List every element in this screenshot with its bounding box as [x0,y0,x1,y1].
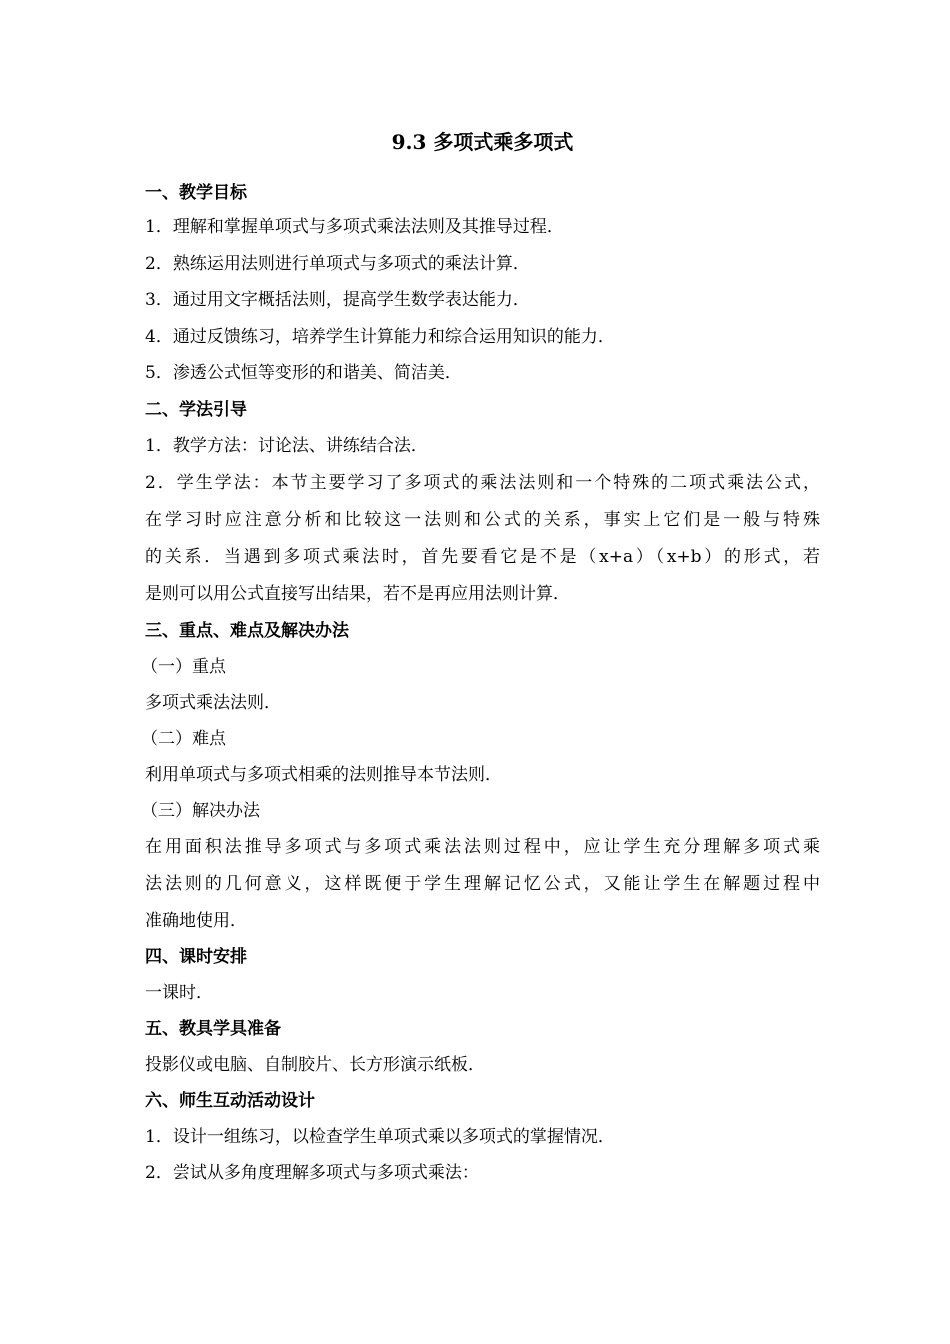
solution-line: 在用面积法推导多项式与多项式乘法法则过程中，应让学生充分理解多项式乘 [145,837,820,857]
difficulty-text: 利用单项式与多项式相乘的法则推导本节法则． [145,765,502,785]
section-heading-key-points: 三、重点、难点及解决办法 [145,621,349,641]
goal-item: 3．通过用文字概括法则，提高学生数学表达能力． [145,290,530,310]
goal-item: 1．理解和掌握单项式与多项式乘法法则及其推导过程． [145,217,564,237]
study-guide-paragraph-line: 2．学生学法：本节主要学习了多项式的乘法法则和一个特殊的二项式乘法公式， [145,473,820,493]
section-heading-schedule: 四、课时安排 [145,947,247,967]
subheading-difficulty: （二）难点 [141,729,226,749]
solution-line: 法法则的几何意义，这样既便于学生理解记忆公式，又能让学生在解题过程中 [145,874,820,894]
key-point-text: 多项式乘法法则． [145,693,281,713]
section-heading-activities: 六、师生互动活动设计 [145,1091,315,1111]
subheading-solution: （三）解决办法 [141,801,260,821]
document-title: 9.3 多项式乘多项式 [391,130,574,154]
subheading-key-point: （一）重点 [141,657,226,677]
activity-item: 2．尝试从多角度理解多项式与多项式乘法： [145,1163,479,1183]
section-heading-study-guide: 二、学法引导 [145,400,247,420]
study-guide-paragraph-line: 的关系．当遇到多项式乘法时，首先要看它是不是（x+a）（x+b）的形式，若 [145,547,820,567]
solution-line: 准确地使用． [145,911,247,931]
study-guide-item: 1．教学方法：讨论法、讲练结合法． [145,436,428,456]
goal-item: 4．通过反馈练习，培养学生计算能力和综合运用知识的能力． [145,327,615,347]
study-guide-paragraph-line: 是则可以用公式直接写出结果，若不是再应用法则计算． [145,584,570,604]
section-heading-teaching-goals: 一、教学目标 [145,183,247,203]
activity-item: 1．设计一组练习，以检查学生单项式乘以多项式的掌握情况． [145,1127,615,1147]
goal-item: 2．熟练运用法则进行单项式与多项式的乘法计算． [145,254,530,274]
section-heading-materials: 五、教具学具准备 [145,1019,281,1039]
goal-item: 5．渗透公式恒等变形的和谐美、简洁美． [145,363,462,383]
study-guide-paragraph-line: 在学习时应注意分析和比较这一法则和公式的关系，事实上它们是一般与特殊 [145,510,820,530]
schedule-text: 一课时． [145,983,213,1003]
materials-text: 投影仪或电脑、自制胶片、长方形演示纸板． [145,1055,485,1075]
